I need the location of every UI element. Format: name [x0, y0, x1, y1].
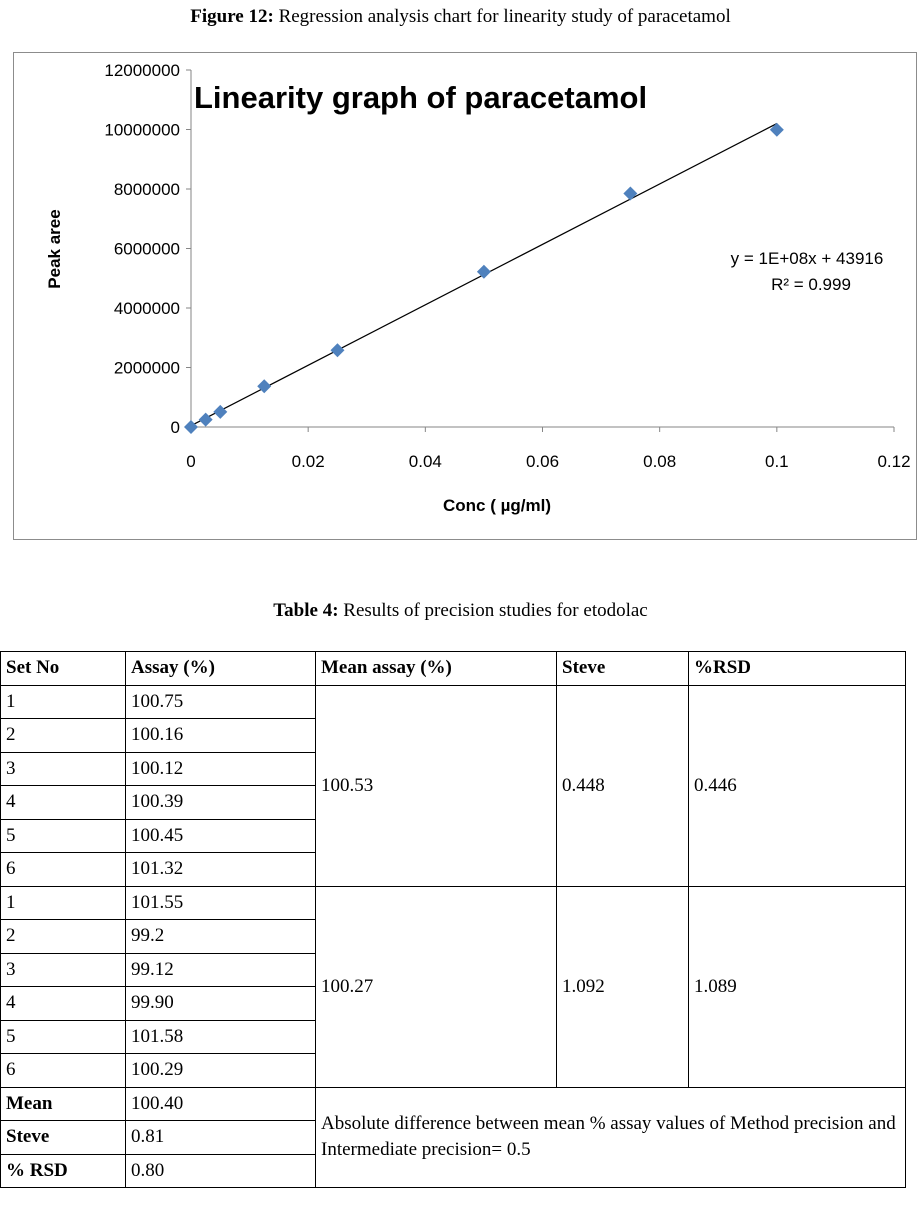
data-point	[199, 413, 213, 427]
x-tick-label: 0.02	[291, 452, 325, 471]
x-tick-label: 0.08	[643, 452, 677, 471]
summary-label: Steve	[1, 1121, 126, 1155]
steve-cell: 0.448	[557, 685, 689, 886]
summary-value: 0.81	[126, 1121, 316, 1155]
table-caption-text: Results of precision studies for etodolac	[338, 600, 648, 621]
set-no-cell: 3	[1, 953, 126, 987]
assay-cell: 101.55	[126, 886, 316, 920]
chart-container	[13, 52, 917, 540]
assay-cell: 99.90	[126, 987, 316, 1021]
set-no-cell: 2	[1, 920, 126, 954]
set-no-cell: 1	[1, 886, 126, 920]
table-caption	[0, 600, 921, 622]
x-tick-label: 0.1	[765, 452, 789, 471]
set-no-cell: 3	[1, 752, 126, 786]
y-tick-label: 6000000	[113, 239, 180, 259]
set-no-cell: 2	[1, 719, 126, 753]
y-tick-label: 10000000	[104, 120, 180, 140]
summary-label: % RSD	[1, 1154, 126, 1188]
set-no-cell: 5	[1, 819, 126, 853]
y-axis-label: Peak aree	[45, 209, 64, 289]
assay-cell: 100.39	[126, 786, 316, 820]
y-tick-label: 2000000	[113, 358, 180, 378]
summary-value: 100.40	[126, 1087, 316, 1121]
x-tick-label: 0.06	[525, 452, 560, 471]
rsd-cell: 1.089	[689, 886, 906, 1087]
regression-equation: y = 1E+08x + 43916	[730, 249, 884, 268]
mean-assay-cell: 100.53	[316, 685, 557, 886]
table-label: Table 4:	[273, 600, 339, 621]
table-row	[1, 685, 906, 719]
y-tick-label: 4000000	[113, 299, 180, 318]
summary-value: 0.80	[126, 1154, 316, 1188]
y-tick-label: 12000000	[104, 61, 180, 80]
header-rsd: %RSD	[689, 652, 906, 686]
chart-title: Linearity graph of paracetamol	[194, 80, 648, 115]
x-tick-label: 0.12	[877, 452, 911, 471]
assay-cell: 100.12	[126, 752, 316, 786]
data-point	[623, 186, 637, 200]
precision-note: Absolute difference between mean % assay values of Method precision and Intermediate precision= 0.5	[316, 1087, 906, 1188]
set-no-cell: 1	[1, 685, 126, 719]
assay-cell: 99.12	[126, 953, 316, 987]
assay-cell: 100.29	[126, 1054, 316, 1088]
data-point	[330, 343, 344, 357]
assay-cell: 100.45	[126, 819, 316, 853]
figure-caption-text: Regression analysis chart for linearity study of paracetamol	[273, 6, 731, 27]
linearity-chart	[14, 53, 918, 541]
assay-cell: 101.58	[126, 1020, 316, 1054]
mean-assay-cell: 100.27	[316, 886, 557, 1087]
figure-caption	[0, 6, 921, 28]
set-no-cell: 4	[1, 786, 126, 820]
assay-cell: 99.2	[126, 920, 316, 954]
header-steve: Steve	[557, 652, 689, 686]
data-point	[770, 123, 784, 137]
set-no-cell: 5	[1, 1020, 126, 1054]
y-tick-label: 8000000	[113, 180, 180, 199]
figure-label: Figure 12:	[190, 6, 274, 27]
x-tick-label: 0.04	[408, 452, 442, 471]
header-mean-assay: Mean assay (%)	[316, 652, 557, 686]
data-point	[213, 405, 227, 419]
assay-cell: 100.16	[126, 719, 316, 753]
table-row	[1, 886, 906, 920]
header-set-no: Set No	[1, 652, 126, 686]
assay-cell: 101.32	[126, 853, 316, 887]
x-tick-label: 0	[186, 452, 196, 471]
table-header-row	[1, 652, 906, 686]
steve-cell: 1.092	[557, 886, 689, 1087]
set-no-cell: 6	[1, 1054, 126, 1088]
set-no-cell: 4	[1, 987, 126, 1021]
assay-cell: 100.75	[126, 685, 316, 719]
summary-row-mean	[1, 1087, 906, 1121]
r-squared-label: R² = 0.999	[771, 275, 851, 294]
data-point	[184, 420, 198, 434]
x-axis-label: Conc ( µg/ml)	[442, 496, 552, 515]
header-assay: Assay (%)	[126, 652, 316, 686]
y-tick-label: 0	[170, 418, 180, 437]
rsd-cell: 0.446	[689, 685, 906, 886]
summary-label: Mean	[1, 1087, 126, 1121]
set-no-cell: 6	[1, 853, 126, 887]
precision-table	[0, 651, 906, 1188]
